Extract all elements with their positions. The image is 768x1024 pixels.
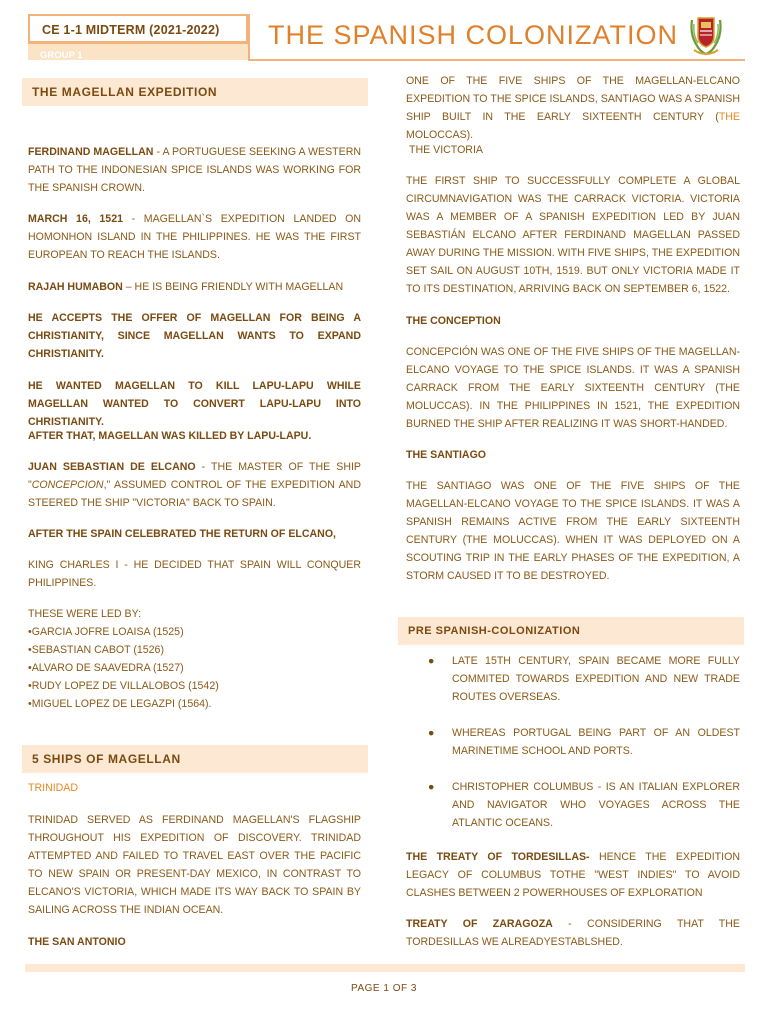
list-item bbox=[406, 724, 740, 760]
page-number: PAGE 1 OF 3 bbox=[351, 983, 417, 994]
page-title: THE SPANISH COLONIZATION bbox=[268, 20, 679, 50]
paragraph-text: ONE OF THE FIVE SHIPS OF THE MAGELLAN-ELCANO EXPEDITION TO THE SPICE ISLANDS, SANTIAGO WAS A SPANISH SHIP BUILT IN THE EARLY SIXTEENTH CENTURY ( bbox=[406, 75, 740, 123]
ship-label-santiago: THE SANTIAGO bbox=[406, 449, 487, 461]
school-seal-icon bbox=[686, 12, 726, 58]
course-label: CE 1-1 MIDTERM (2021-2022) bbox=[42, 23, 220, 37]
paragraph-text: MOLOCCAS). bbox=[406, 129, 474, 141]
paragraph-rajah-humabon bbox=[28, 278, 361, 296]
highlight-the: THE bbox=[718, 111, 740, 123]
section-heading-5-ships bbox=[22, 745, 368, 773]
bullet-list bbox=[406, 652, 740, 832]
paragraph-victoria: THE FIRST SHIP TO SUCCESSFULLY COMPLETE A GLOBAL CIRCUMNAVIGATION WAS THE CARRACK VICTORIA. VICTORIA WAS A MEMBER OF A SPANISH EXPEDITION LED BY JUAN SEBASTIÁN ELCANO AFTER FERDINAND MAGELLAN PASSED AWAY DURING THE MISSION. WITH FIVE SHIPS, THE EXPEDITION SET SAIL ON AUGUST 10TH, 1519. BUT ONLY VICTORIA MADE IT TO ITS DESTINATION, ARRIVING BACK ON SEPTEMBER 6, 1522. bbox=[406, 175, 740, 295]
paragraph-return-of-elcano: AFTER THE SPAIN CELEBRATED THE RETURN OF ELCANO, bbox=[28, 528, 337, 540]
section-heading-text: THE MAGELLAN EXPEDITION bbox=[32, 85, 218, 99]
bullet-text: LATE 15TH CENTURY, SPAIN BECAME MORE FULLY COMMITED TOWARDS EXPEDITION AND NEW TRADE ROUTES OVERSEAS. bbox=[452, 655, 740, 703]
section-heading-magellan-expedition bbox=[22, 78, 368, 106]
list-item: •SEBASTIAN CABOT (1526) bbox=[28, 644, 164, 656]
paragraph-lapu-lapu-conflict: HE WANTED MAGELLAN TO KILL LAPU-LAPU WHILE MAGELLAN WANTED TO CONVERT LAPU-LAPU INTO CHRISTIANITY. bbox=[28, 380, 361, 428]
paragraph-king-charles: KING CHARLES I - HE DECIDED THAT SPAIN WILL CONQUER PHILIPPINES. bbox=[28, 559, 361, 589]
paragraph-text: - CONSIDERING THAT THE TORDESILLAS WE ALREADYESTABLSHED. bbox=[406, 918, 740, 948]
list-item: •RUDY LOPEZ DE VILLALOBOS (1542) bbox=[28, 680, 219, 692]
ship-label-trinidad: TRINIDAD bbox=[28, 782, 79, 794]
ship-label-conception: THE CONCEPTION bbox=[406, 315, 501, 327]
footer-band bbox=[25, 964, 745, 972]
ship-name-concepcion: CONCEPCION bbox=[31, 479, 104, 491]
list-item: •ALVARO DE SAAVEDRA (1527) bbox=[28, 662, 184, 674]
leaders-intro: THESE WERE LED BY: bbox=[28, 608, 142, 620]
term-ferdinand-magellan: FERDINAND MAGELLAN bbox=[28, 146, 154, 158]
paragraph-text: – HE IS BEING FRIENDLY WITH MAGELLAN bbox=[122, 281, 344, 293]
paragraph-text: HENCE THE EXPEDITION LEGACY OF COLUMBUS TOTHE "WEST INDIES" TO AVOID CLASHES BETWEEN 2 POWERHOUSES OF EXPLORATION bbox=[406, 851, 740, 899]
term-rajah-humabon: RAJAH HUMABON bbox=[28, 281, 123, 293]
paragraph-christianity-offer: HE ACCEPTS THE OFFER OF MAGELLAN FOR BEING A CHRISTIANITY, SINCE MAGELLAN WANTS TO EXPAND CHRISTIANITY. bbox=[28, 312, 361, 360]
list-item bbox=[406, 778, 740, 832]
ship-label-san-antonio: THE SAN ANTONIO bbox=[28, 936, 126, 948]
paragraph-conception: CONCEPCIÓN WAS ONE OF THE FIVE SHIPS OF THE MAGELLAN-ELCANO VOYAGE TO THE SPICE ISLANDS. IT WAS A SPANISH CARRACK FROM THE EARLY SIXTEENTH CENTURY (THE MOLUCCAS). IN THE PHILIPPINES IN 1521, THE EXPEDITION BURNED THE SHIP AFTER REALIZING IT WAS SHORT-HANDED. bbox=[406, 346, 740, 430]
list-item: •MIGUEL LOPEZ DE LEGAZPI (1564). bbox=[28, 698, 212, 710]
bullet-icon: ● bbox=[428, 727, 435, 739]
bullet-icon: ● bbox=[428, 655, 435, 667]
term-zaragoza: TREATY OF ZARAGOZA bbox=[406, 918, 553, 930]
section-heading-pre-spanish-colonization bbox=[398, 617, 744, 645]
list-item: •GARCIA JOFRE LOAISA (1525) bbox=[28, 626, 184, 638]
term-elcano: JUAN SEBASTIAN DE ELCANO bbox=[28, 461, 196, 473]
term-march-16-1521: MARCH 16, 1521 bbox=[28, 213, 123, 225]
paragraph-text: - A PORTUGUESE SEEKING A WESTERN PATH TO THE INDONESIAN SPICE ISLANDS WAS WORKING FOR THE SPANISH CROWN. bbox=[28, 146, 361, 194]
section-heading-text: 5 SHIPS OF MAGELLAN bbox=[32, 752, 181, 766]
paragraph-magellan-killed: AFTER THAT, MAGELLAN WAS KILLED BY LAPU-LAPU. bbox=[28, 430, 312, 442]
paragraph-march-1521 bbox=[28, 210, 361, 264]
bullet-text: CHRISTOPHER COLUMBUS - IS AN ITALIAN EXPLORER AND NAVIGATOR WHO VOYAGES ACROSS THE ATLANTIC OCEANS. bbox=[452, 781, 740, 829]
list-item bbox=[406, 652, 740, 706]
course-badge bbox=[28, 14, 248, 44]
paragraph-text: - MAGELLAN`S EXPEDITION LANDED ON HOMONHON ISLAND IN THE PHILIPPINES. HE WAS THE FIRST EUROPEAN TO REACH THE ISLANDS. bbox=[28, 213, 361, 261]
paragraph-san-antonio bbox=[406, 72, 740, 144]
group-label: GROUP 1 bbox=[40, 50, 83, 61]
paragraph-tordesillas bbox=[406, 848, 740, 902]
paragraph-ferdinand-magellan bbox=[28, 143, 361, 197]
paragraph-santiago: THE SANTIAGO WAS ONE OF THE FIVE SHIPS OF THE MAGELLAN-ELCANO VOYAGE TO THE SPICE ISLANDS. IT WAS A SPANISH REMAINS ACTIVE FROM THE EARLY SIXTEENTH CENTURY (THE MOLUCCAS). WHEN IT WAS DEPLOYED ON A SCOUTING TRIP IN THE EARLY PHASES OF THE EXPEDITION, A STORM CAUSED IT TO BE DESTROYED. bbox=[406, 480, 740, 582]
paragraph-text: ," ASSUMED CONTROL OF THE EXPEDITION AND STEERED THE SHIP "VICTORIA" BACK TO SPAIN. bbox=[28, 479, 361, 509]
paragraph-trinidad: TRINIDAD SERVED AS FERDINAND MAGELLAN'S FLAGSHIP THROUGHOUT HIS EXPEDITION OF DISCOVERY. TRINIDAD ATTEMPTED AND FAILED TO TRAVEL EAST OVER THE PACIFIC TO NEW SPAIN OR PRESENT-DAY MEXICO, IN CONTRAST TO ELCANO'S VICTORIA, WHICH MADE ITS WAY BACK TO SPAIN BY SAILING ACROSS THE INDIAN OCEAN. bbox=[28, 814, 361, 916]
paragraph-elcano bbox=[28, 458, 361, 512]
paragraph-zaragoza bbox=[406, 915, 740, 951]
ship-label-victoria: THE VICTORIA bbox=[409, 144, 483, 156]
bullet-text: WHEREAS PORTUGAL BEING PART OF AN OLDEST MARINETIME SCHOOL AND PORTS. bbox=[452, 727, 740, 757]
paragraph-text: - THE MASTER OF THE SHIP " bbox=[28, 461, 361, 491]
leaders-list bbox=[28, 605, 361, 713]
bullet-icon: ● bbox=[428, 781, 435, 793]
term-tordesillas: THE TREATY OF TORDESILLAS- bbox=[406, 851, 590, 863]
section-heading-text: PRE SPANISH-COLONIZATION bbox=[408, 625, 581, 637]
header-rule bbox=[248, 59, 745, 61]
header-divider bbox=[248, 14, 250, 60]
